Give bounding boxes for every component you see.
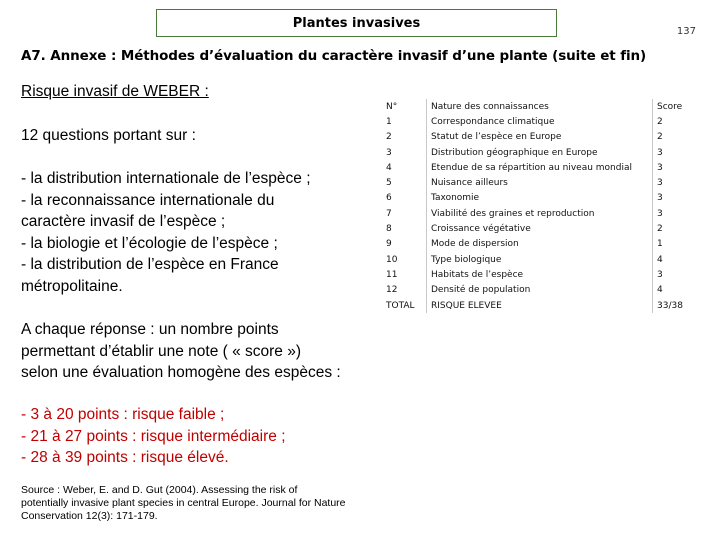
bullet-line: - la distribution internationale de l’espèce ;: [21, 170, 311, 187]
risk-ranges: [21, 404, 286, 469]
cell-number: 6: [382, 191, 427, 206]
cell-number: 9: [382, 237, 427, 252]
source-line: potentially invasive plant species in central Europe. Journal for Nature: [21, 497, 346, 509]
cell-nature: RISQUE ELEVEE: [427, 298, 653, 313]
table-row: [382, 206, 694, 221]
risk-range-low: - 3 à 20 points : risque faible ;: [21, 406, 225, 423]
cell-nature: Habitats de l’espèce: [427, 267, 653, 282]
table-row: [382, 130, 694, 145]
table-row: [382, 267, 694, 282]
cell-score: 3: [657, 269, 663, 280]
cell-nature: Correspondance climatique: [427, 114, 653, 129]
cell-number: 12: [382, 283, 427, 298]
cell-score: 4: [657, 285, 663, 296]
bullet-line: métropolitaine.: [21, 277, 123, 295]
cell-score: 3: [657, 162, 663, 173]
cell-nature: Viabilité des graines et reproduction: [427, 206, 653, 221]
cell-number: 1: [382, 114, 427, 129]
bullet-line: - la distribution de l’espèce en France: [21, 256, 279, 273]
table-row: [382, 160, 694, 175]
header-title-box: [156, 9, 557, 37]
scoring-line: permettant d’établir une note ( « score »): [21, 342, 302, 360]
bullet-line: - la biologie et l’écologie de l’espèce ;: [21, 234, 278, 252]
table-row: [382, 283, 694, 298]
source-line: Source : Weber, E. and D. Gut (2004). Assessing the risk of: [21, 484, 298, 496]
table-row: [382, 145, 694, 160]
section-title: A7. Annexe : Méthodes d’évaluation du caractère invasif d’une plante (suite et fin): [21, 48, 647, 64]
cell-nature: Nuisance ailleurs: [427, 175, 653, 190]
cell-score: 2: [657, 224, 663, 235]
cell-score: 2: [657, 132, 663, 143]
risk-range-high: - 28 à 39 points : risque élevé.: [21, 449, 229, 466]
cell-score: 2: [657, 116, 663, 127]
header-score: Score: [657, 101, 683, 112]
criteria-table: [382, 99, 694, 313]
cell-score: 3: [657, 208, 663, 219]
cell-nature: Statut de l’espèce en Europe: [427, 130, 653, 145]
table-total-row: [382, 298, 694, 313]
cell-number: TOTAL: [382, 298, 427, 313]
cell-nature: Type biologique: [427, 252, 653, 267]
cell-nature: Mode de dispersion: [427, 237, 653, 252]
cell-number: 4: [382, 160, 427, 175]
weber-title: Risque invasif de WEBER :: [21, 83, 209, 100]
scoring-line: selon une évaluation homogène des espèces :: [21, 364, 341, 381]
table-row: [382, 175, 694, 190]
risk-range-intermediate: - 21 à 27 points : risque intermédiaire ;: [21, 427, 286, 445]
cell-score: 3: [657, 193, 663, 204]
cell-score: 33/38: [657, 300, 683, 311]
cell-nature: Etendue de sa répartition au niveau mondial: [427, 160, 653, 175]
cell-number: 11: [382, 267, 427, 282]
table-row: [382, 221, 694, 236]
cell-score: 1: [657, 239, 663, 250]
table-row: [382, 114, 694, 129]
cell-score: 4: [657, 254, 663, 265]
table-header-row: [382, 99, 694, 114]
cell-number: 5: [382, 175, 427, 190]
header-number: N°: [382, 99, 427, 114]
page-number: 137: [676, 26, 696, 37]
bullet-line: - la reconnaissance internationale du: [21, 191, 275, 209]
cell-score: 3: [657, 147, 663, 158]
table-row: [382, 191, 694, 206]
source-citation: [21, 484, 401, 523]
criteria-bullets: [21, 168, 371, 297]
cell-number: 2: [382, 130, 427, 145]
header-title: Plantes invasives: [292, 15, 421, 31]
cell-number: 7: [382, 206, 427, 221]
cell-number: 8: [382, 221, 427, 236]
cell-number: 10: [382, 252, 427, 267]
cell-nature: Densité de population: [427, 283, 653, 298]
bullet-line: caractère invasif de l’espèce ;: [21, 213, 226, 230]
questions-intro: 12 questions portant sur :: [21, 127, 196, 144]
source-line: Conservation 12(3): 171-179.: [21, 510, 158, 522]
table-row: [382, 252, 694, 267]
cell-number: 3: [382, 145, 427, 160]
cell-nature: Taxonomie: [427, 191, 653, 206]
cell-nature: Croissance végétative: [427, 221, 653, 236]
cell-score: 3: [657, 178, 663, 189]
cell-nature: Distribution géographique en Europe: [427, 145, 653, 160]
scoring-explanation: [21, 319, 401, 384]
table-row: [382, 237, 694, 252]
header-nature: Nature des connaissances: [427, 99, 653, 114]
scoring-line: A chaque réponse : un nombre points: [21, 321, 279, 338]
